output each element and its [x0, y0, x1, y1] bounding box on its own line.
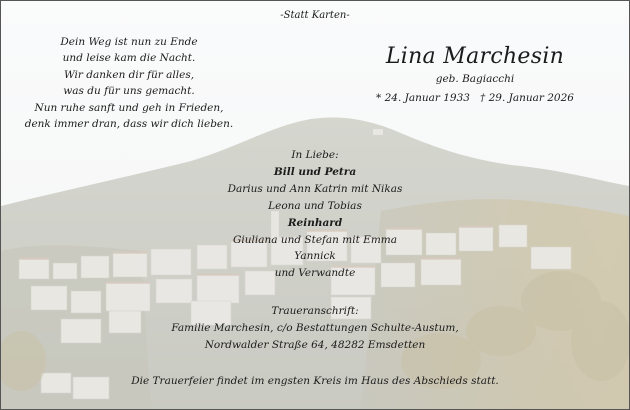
deceased-name: Lina Marchesin: [385, 44, 565, 69]
poem-line: Wir danken dir für alles,: [63, 68, 195, 81]
poem-line: Nun ruhe sanft und geh in Frieden,: [34, 101, 224, 114]
mourner-group-head: Reinhard: [287, 216, 343, 229]
death-date: 29. Januar 2026: [488, 92, 574, 104]
memorial-poem: [19, 34, 239, 132]
cross-icon: †: [480, 92, 486, 104]
mourner-group-head: Bill und Petra: [273, 165, 357, 178]
address-line: Familie Marchesin, c/o Bestattungen Schulte-Austum,: [171, 322, 459, 334]
notice-heading: -Statt Karten-: [280, 10, 350, 21]
address-line: Nordwalder Straße 64, 48282 Emsdetten: [204, 339, 426, 351]
poem-line: und leise kam die Nacht.: [62, 52, 196, 65]
poem-line: Dein Weg ist nun zu Ende: [60, 36, 198, 48]
mourners-list: [165, 147, 465, 282]
mourner-line: Yannick: [294, 250, 336, 263]
mourner-line: Leona und Tobias: [268, 199, 362, 212]
mourner-line: und Verwandte: [274, 267, 356, 280]
birth-date: * 24. Januar 1933: [376, 92, 470, 104]
poem-line: denk immer dran, dass wir dich lieben.: [24, 118, 234, 131]
mourners-heading: In Liebe:: [291, 149, 339, 161]
mourner-line: Darius und Ann Katrin mit Nikas: [227, 182, 403, 195]
poem-line: was du für uns gemacht.: [63, 85, 195, 98]
mourner-line: Giuliana und Stefan mit Emma: [232, 233, 397, 246]
mourning-address: [165, 303, 465, 354]
life-dates: [349, 90, 601, 106]
maiden-name: geb. Bagiacchi: [435, 73, 515, 85]
funeral-note: Die Trauerfeier findet im engsten Kreis im Haus des Abschieds statt.: [131, 375, 499, 387]
address-label: Traueranschrift:: [271, 305, 359, 317]
